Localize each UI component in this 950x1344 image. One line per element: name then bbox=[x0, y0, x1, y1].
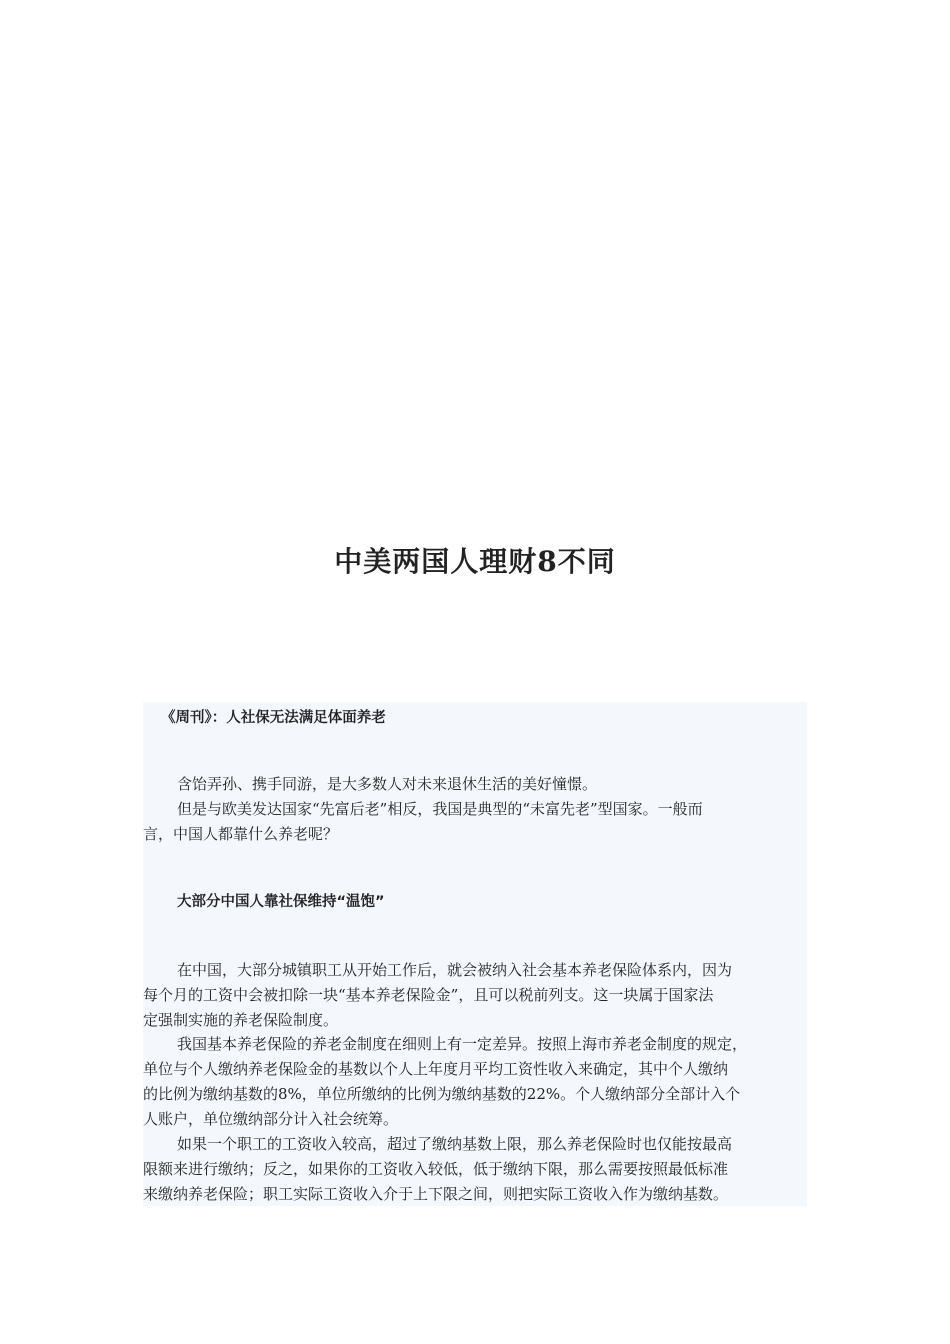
paragraph2-line-3: 的比例为缴纳基数的8%，单位所缴纳的比例为缴纳基数的22%。个人缴纳部分全部计入个 bbox=[143, 1085, 741, 1103]
paragraph1-line-1: 在中国，大部分城镇职工从开始工作后，就会被纳入社会基本养老保险体系内，因为 bbox=[177, 961, 733, 979]
intro-line-2: 但是与欧美发达国家“先富后老”相反，我国是典型的“未富先老”型国家。一般而 bbox=[177, 800, 703, 818]
paragraph1-line-3: 定强制实施的养老保险制度。 bbox=[143, 1011, 339, 1029]
paragraph2-line-2: 单位与个人缴纳养老保险金的基数以个人上年度月平均工资性收入来确定，其中个人缴纳 bbox=[143, 1060, 729, 1078]
intro-line-3: 言，中国人都靠什么养老呢？ bbox=[143, 825, 339, 843]
paragraph3-line-3: 来缴纳养老保险；职工实际工资收入介于上下限之间，则把实际工资收入作为缴纳基数。 bbox=[143, 1185, 729, 1203]
source-heading: 《周刊》：人社保无法满足体面养老 bbox=[161, 710, 386, 726]
paragraph3-line-2: 限额来进行缴纳；反之，如果你的工资收入较低，低于缴纳下限，那么需要按照最低标准 bbox=[143, 1160, 729, 1178]
intro-line-1: 含饴弄孙、携手同游，是大多数人对未来退休生活的美好憧憬。 bbox=[177, 775, 598, 793]
paragraph3-line-1: 如果一个职工的工资收入较高，超过了缴纳基数上限，那么养老保险时也仅能按最高 bbox=[177, 1135, 733, 1153]
document-title: 中美两国人理财8不同 bbox=[334, 545, 616, 578]
paragraph2-line-1: 我国基本养老保险的养老金制度在细则上有一定差异。按照上海市养老金制度的规定， bbox=[177, 1035, 748, 1053]
paragraph1-line-2: 每个月的工资中会被扣除一块“基本养老保险金”，且可以税前列支。这一块属于国家法 bbox=[143, 986, 714, 1004]
section-heading: 大部分中国人靠社保维持“温饱” bbox=[177, 894, 385, 910]
article-body bbox=[143, 702, 807, 1206]
paragraph2-line-4: 人账户，单位缴纳部分计入社会统筹。 bbox=[143, 1110, 399, 1128]
